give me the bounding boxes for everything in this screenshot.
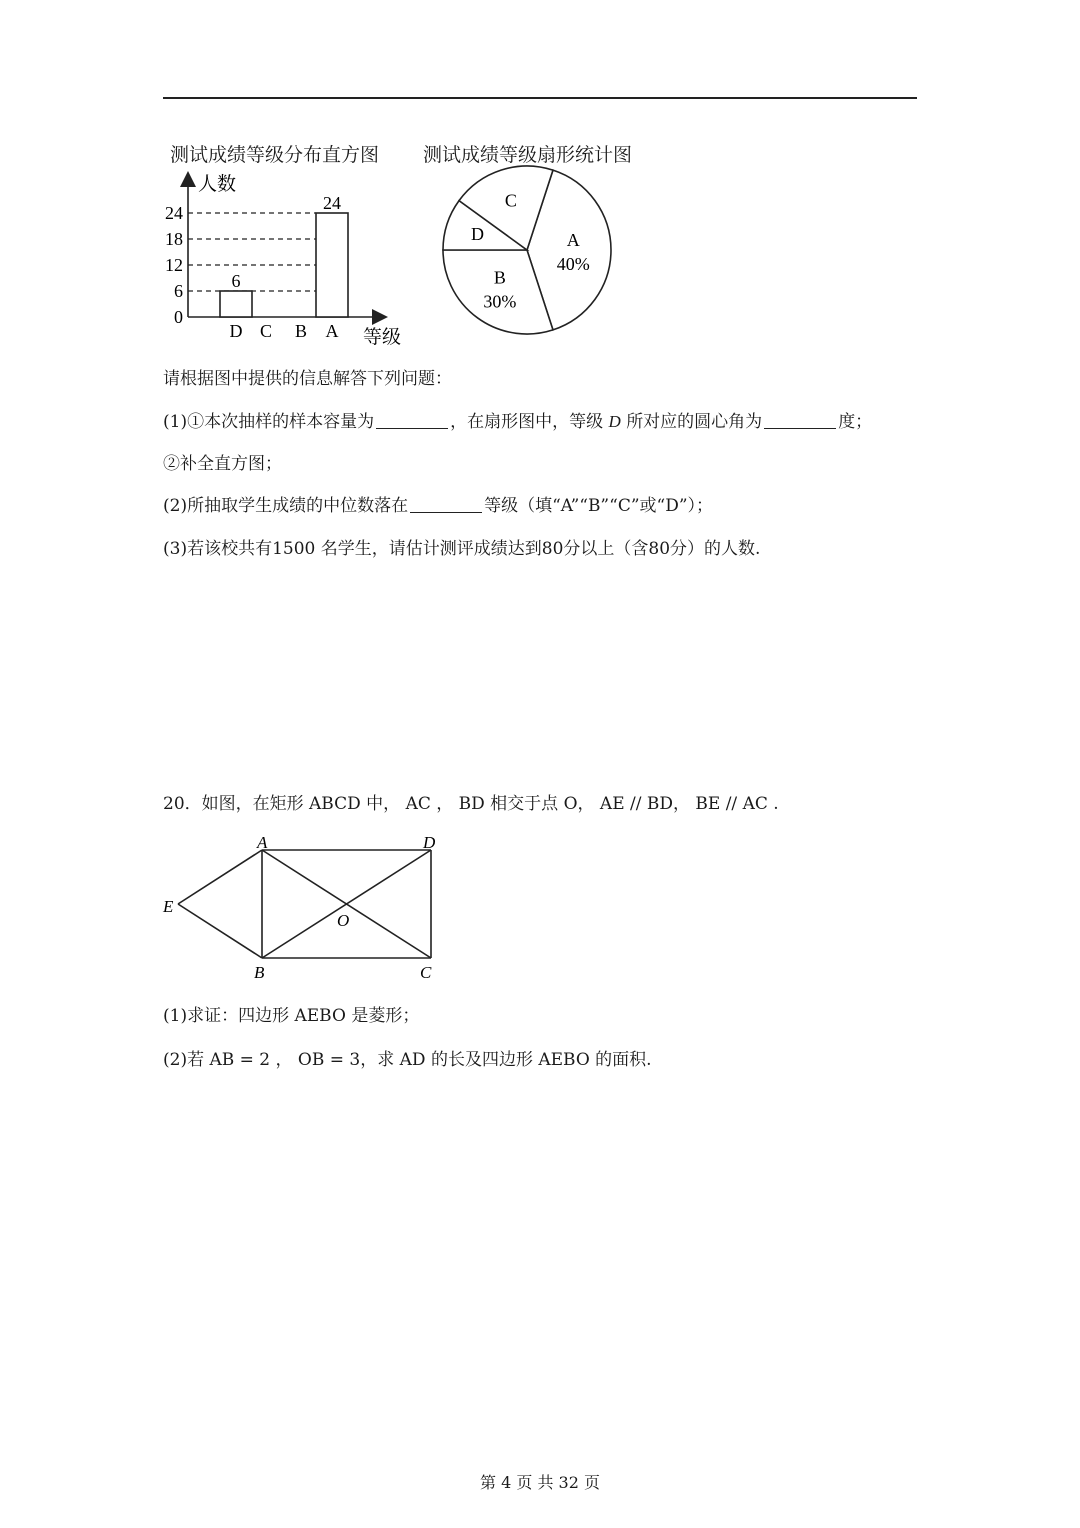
point-C-label: C — [420, 963, 432, 982]
pie-label-C: C — [504, 190, 517, 211]
pie-title: 测试成绩等级扇形统计图 — [423, 144, 633, 166]
histogram-gridlines — [188, 213, 316, 291]
pie-percent-A: 40% — [556, 254, 590, 274]
header-rule — [163, 97, 917, 99]
y-tick-12: 12 — [165, 255, 183, 275]
segment-AE — [178, 850, 262, 904]
answer-blank-sample-size[interactable] — [376, 412, 448, 429]
bar-D — [220, 291, 252, 317]
rectangle-diagram — [155, 828, 455, 988]
y-tick-18: 18 — [165, 229, 183, 249]
point-B-label: B — [254, 963, 265, 982]
q19-part2: (2)所抽取学生成绩的中位数落在 等级（填“A”“B”“C”或“D”）； — [163, 496, 714, 516]
q20-part2: (2)若 AB = 2 ， OB = 3，求 AD 的长及四边形 AEBO 的面积. — [163, 1050, 652, 1070]
histogram-title: 测试成绩等级分布直方图 — [170, 144, 380, 166]
answer-blank-median[interactable] — [410, 496, 482, 513]
page-footer: 第 4 页 共 32 页 — [480, 1473, 600, 1492]
y-tick-24: 24 — [165, 203, 183, 223]
x-tick-B: B — [294, 321, 308, 341]
q19-part3: (3)若该校共有1500 名学生，请估计测评成绩达到80分以上（含80分）的人数. — [163, 539, 761, 559]
x-tick-C: C — [259, 321, 273, 341]
x-tick-D: D — [229, 321, 243, 341]
y-axis-label: 人数 — [198, 174, 237, 195]
pie-label-B: B — [493, 267, 506, 288]
q19-intro: 请根据图中提供的信息解答下列问题： — [163, 369, 452, 389]
pie-label-D: D — [470, 223, 484, 244]
histogram-chart — [150, 165, 420, 355]
y-tick-6: 6 — [174, 281, 183, 301]
bar-A — [316, 213, 348, 317]
segment-EB — [178, 904, 262, 958]
q19-part1-2: ②补全直方图； — [163, 454, 282, 474]
answer-blank-angle[interactable] — [764, 412, 836, 429]
point-E-label: E — [163, 897, 174, 916]
q19-part1: (1)①本次抽样的样本容量为 ，在扇形图中，等级 D 所对应的圆心角为 度； — [163, 412, 873, 432]
point-A-label: A — [257, 833, 268, 852]
pie-percent-B: 30% — [483, 291, 517, 312]
x-axis-label: 等级 — [363, 327, 402, 348]
origin-label: 0 — [174, 307, 183, 327]
x-tick-A: A — [325, 321, 339, 341]
q20-stem: 20．如图，在矩形 ABCD 中， AC ， BD 相交于点 O， AE // BD， BE // AC . — [163, 794, 779, 814]
pie-label-A: A — [566, 230, 580, 250]
point-D-label: D — [423, 833, 436, 852]
bar-label-A: 24 — [323, 193, 341, 213]
point-O-label: O — [337, 911, 350, 930]
q20-part1: (1)求证：四边形 AEBO 是菱形； — [163, 1006, 420, 1026]
pie-chart — [435, 162, 620, 347]
bar-label-D: 6 — [231, 271, 241, 291]
